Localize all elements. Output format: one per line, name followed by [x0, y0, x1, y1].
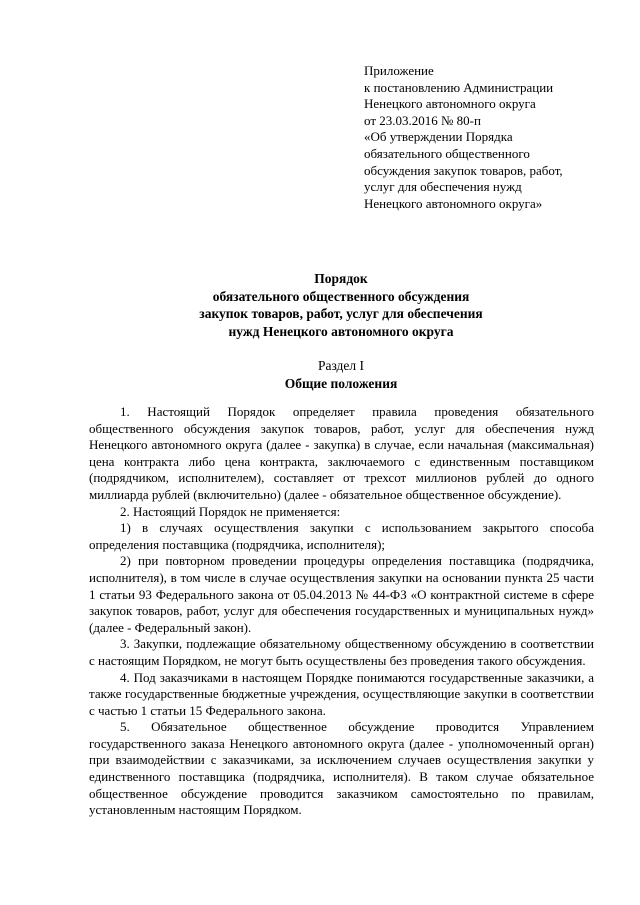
title-line: закупок товаров, работ, услуг для обеспечения — [199, 306, 483, 321]
document-body — [89, 404, 594, 819]
title-line: Порядок — [314, 271, 368, 286]
section-number: Раздел I — [317, 358, 365, 373]
appendix-line: от 23.03.2016 № 80-п — [364, 112, 481, 128]
paragraph: 4. Под заказчиками в настоящем Порядке понимаются государственные заказчики, а также государственные бюджетные учреждения, осуществляющие закупки в соответствии с частью 1 статьи 15 Федерального закона. — [89, 669, 594, 718]
appendix-line: Ненецкого автономного округа — [364, 96, 536, 112]
appendix-block — [364, 63, 624, 212]
title-line: нужд Ненецкого автономного округа — [228, 323, 454, 339]
paragraph: 2. Настоящий Порядок не применяется: — [120, 503, 341, 519]
paragraph: 2) при повторном проведении процедуры определения поставщика (подрядчика, исполнителя), в том числе в случае осуществления закупки на основании пункта 25 части 1 статьи 93 Федерального закона от 05.04.2013 № 44-ФЗ «О контрактной системе в сфере закупок товаров, работ, услуг для обеспечения государственных и муниципальных нужд» (далее - Федеральный закон). — [89, 553, 594, 635]
appendix-line: услуг для обеспечения нужд — [364, 179, 522, 195]
appendix-line: Ненецкого автономного округа» — [364, 195, 543, 211]
appendix-line: обсуждения закупок товаров, работ, — [364, 162, 563, 178]
paragraph: 1. Настоящий Порядок определяет правила проведения обязательного общественного обсуждения закупок товаров, работ, услуг для обеспечения нужд Ненецкого автономного округа (далее - закупка) в случае, если начальная (максимальная) цена контракта либо цена контракта, заключаемого с единственным поставщиком (подрядчиком, исполнителем), составляет от трехсот миллионов рублей до одного миллиарда рублей (включительно) (далее - обязательное общественное обсуждение). — [89, 404, 594, 502]
appendix-line: «Об утверждении Порядка — [364, 129, 513, 145]
paragraph: 5. Обязательное общественное обсуждение проводится Управлением государственного заказа Ненецкого автономного округа (далее - уполномоченный орган) при взаимодействии с заказчиками, за исключением случаев осуществления закупки у единственного поставщика (подрядчика, исполнителя). В таком случае обязательное общественное обсуждение проводится заказчиком самостоятельно по правилам, установленным настоящим Порядком. — [89, 719, 594, 818]
appendix-line: обязательного общественного — [364, 145, 530, 161]
document-title — [0, 270, 640, 340]
paragraph: 1) в случаях осуществления закупки с использованием закрытого способа определения поставщика (подрядчика, исполнителя); — [89, 520, 594, 552]
section-heading — [0, 357, 640, 392]
section-name: Общие положения — [284, 375, 398, 391]
title-line: обязательного общественного обсуждения — [212, 288, 470, 304]
paragraph: 3. Закупки, подлежащие обязательному общественному обсуждению в соответствии с настоящим Порядком, не могут быть осуществлены без проведения такого обсуждения. — [89, 636, 594, 668]
appendix-line: к постановлению Администрации — [364, 79, 554, 95]
appendix-line: Приложение — [364, 63, 434, 78]
